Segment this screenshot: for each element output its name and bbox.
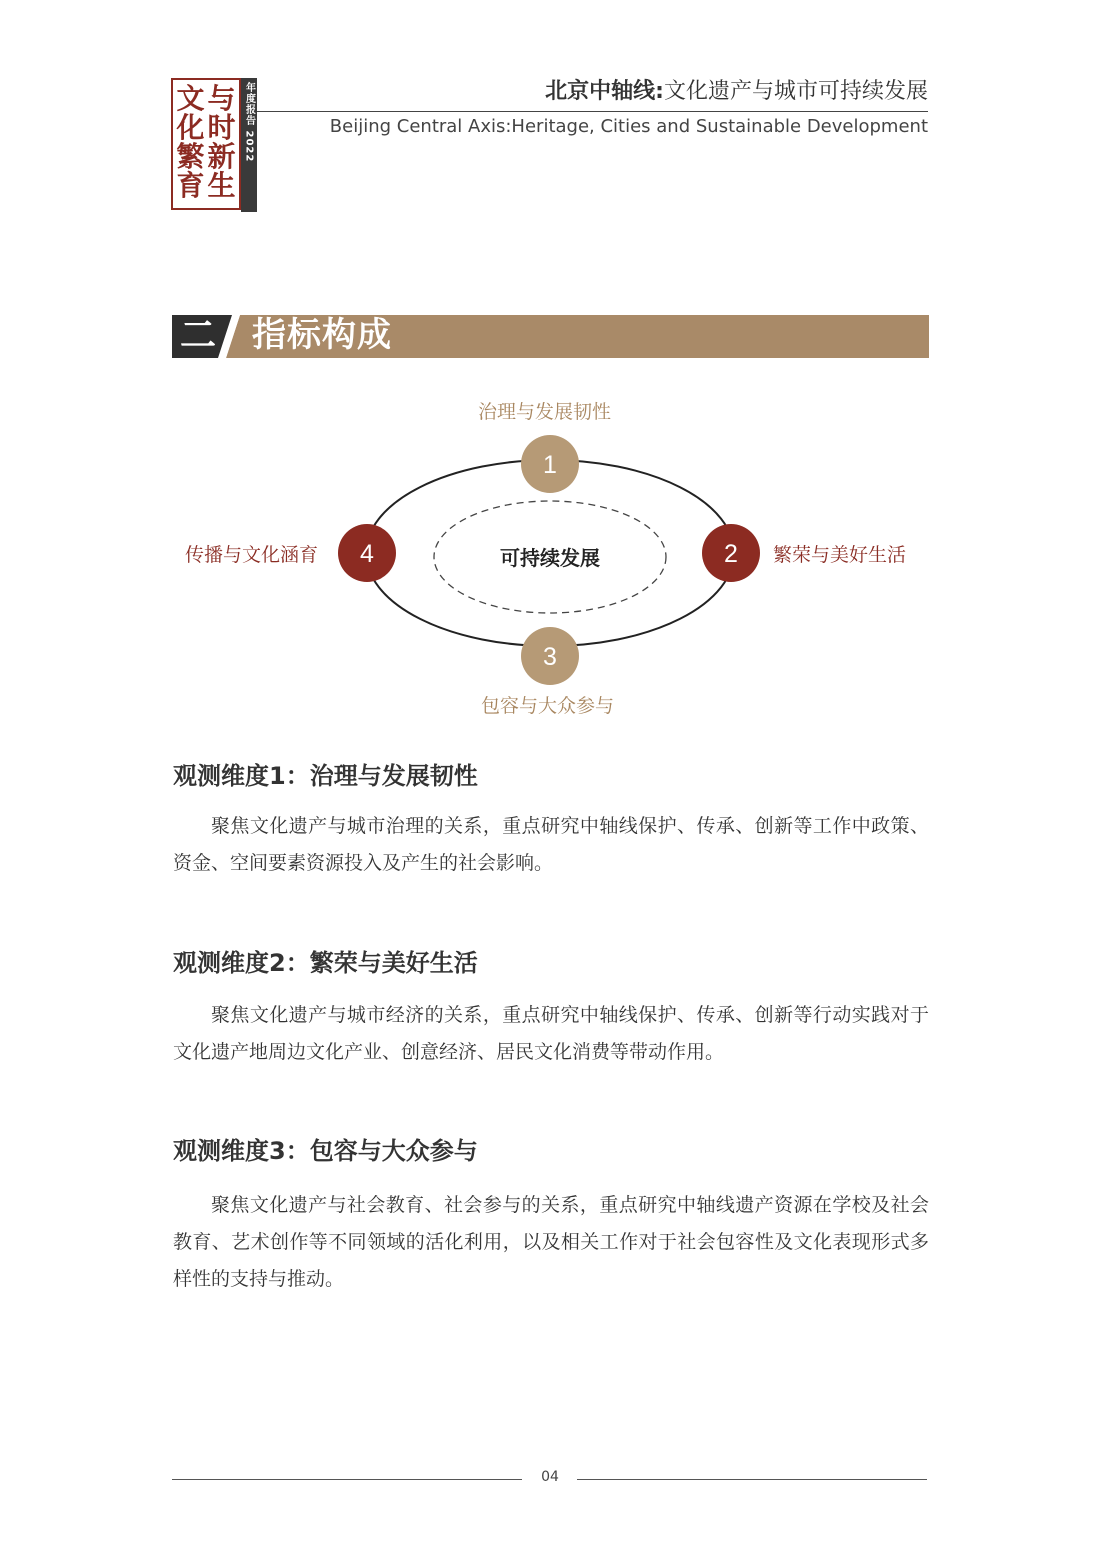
- node-number-1: 1: [543, 451, 557, 479]
- node-label-2: 繁荣与美好生活: [773, 544, 907, 566]
- logo-characters: [175, 84, 237, 200]
- section-title-2: 观测维度2：繁荣与美好生活: [173, 949, 478, 977]
- logo-char: 新: [207, 140, 236, 173]
- logo-char: 育: [176, 169, 205, 202]
- header-divider: [257, 111, 928, 112]
- report-logo: [171, 78, 257, 212]
- node-label-1: 治理与发展韧性: [478, 401, 612, 423]
- diagram-graphic: [0, 380, 1102, 730]
- logo-char: 生: [207, 169, 236, 202]
- section-banner: [172, 315, 929, 358]
- section-body-1: 聚焦文化遗产与城市治理的关系，重点研究中轴线保护、传承、创新等工作中政策、资金、空间要素资源投入及产生的社会影响。: [173, 815, 929, 874]
- logo-char: 文: [176, 82, 205, 115]
- header-subtitle: Beijing Central Axis:Heritage, Cities and Sustainable Development: [329, 116, 928, 137]
- logo-char: 与: [207, 82, 236, 115]
- banner-number: 二: [179, 315, 216, 356]
- logo-char: 时: [207, 111, 236, 144]
- header-title-bold: 北京中轴线:: [545, 79, 664, 104]
- section-title-1: 观测维度1：治理与发展韧性: [173, 762, 478, 790]
- node-label-4: 传播与文化涵育: [185, 544, 319, 566]
- logo-char: 化: [176, 111, 205, 144]
- node-number-2: 2: [724, 540, 738, 568]
- node-number-4: 4: [360, 540, 374, 568]
- indicator-diagram: [0, 380, 1102, 730]
- banner-title: 指标构成: [252, 315, 392, 355]
- header-title: [545, 74, 928, 105]
- logo-year-strip: 年度报告 2022: [241, 78, 257, 212]
- logo-char: 繁: [176, 140, 205, 173]
- section-body-3: 聚焦文化遗产与社会教育、社会参与的关系，重点研究中轴线遗产资源在学校及社会教育、艺术创作等不同领域的活化利用，以及相关工作对于社会包容性及文化表现形式多样性的支持与推动。: [173, 1194, 929, 1290]
- node-label-3: 包容与大众参与: [481, 695, 615, 717]
- footer-line-right: [577, 1479, 927, 1480]
- center-label: 可持续发展: [500, 546, 600, 570]
- header-title-rest: 文化遗产与城市可持续发展: [663, 79, 928, 104]
- footer-line-left: [172, 1479, 522, 1480]
- section-title-3: 观测维度3：包容与大众参与: [173, 1137, 478, 1165]
- page-number: 04: [541, 1469, 559, 1485]
- node-number-3: 3: [543, 643, 557, 671]
- section-body-2: 聚焦文化遗产与城市经济的关系，重点研究中轴线保护、传承、创新等行动实践对于文化遗产地周边文化产业、创意经济、居民文化消费等带动作用。: [173, 1004, 929, 1063]
